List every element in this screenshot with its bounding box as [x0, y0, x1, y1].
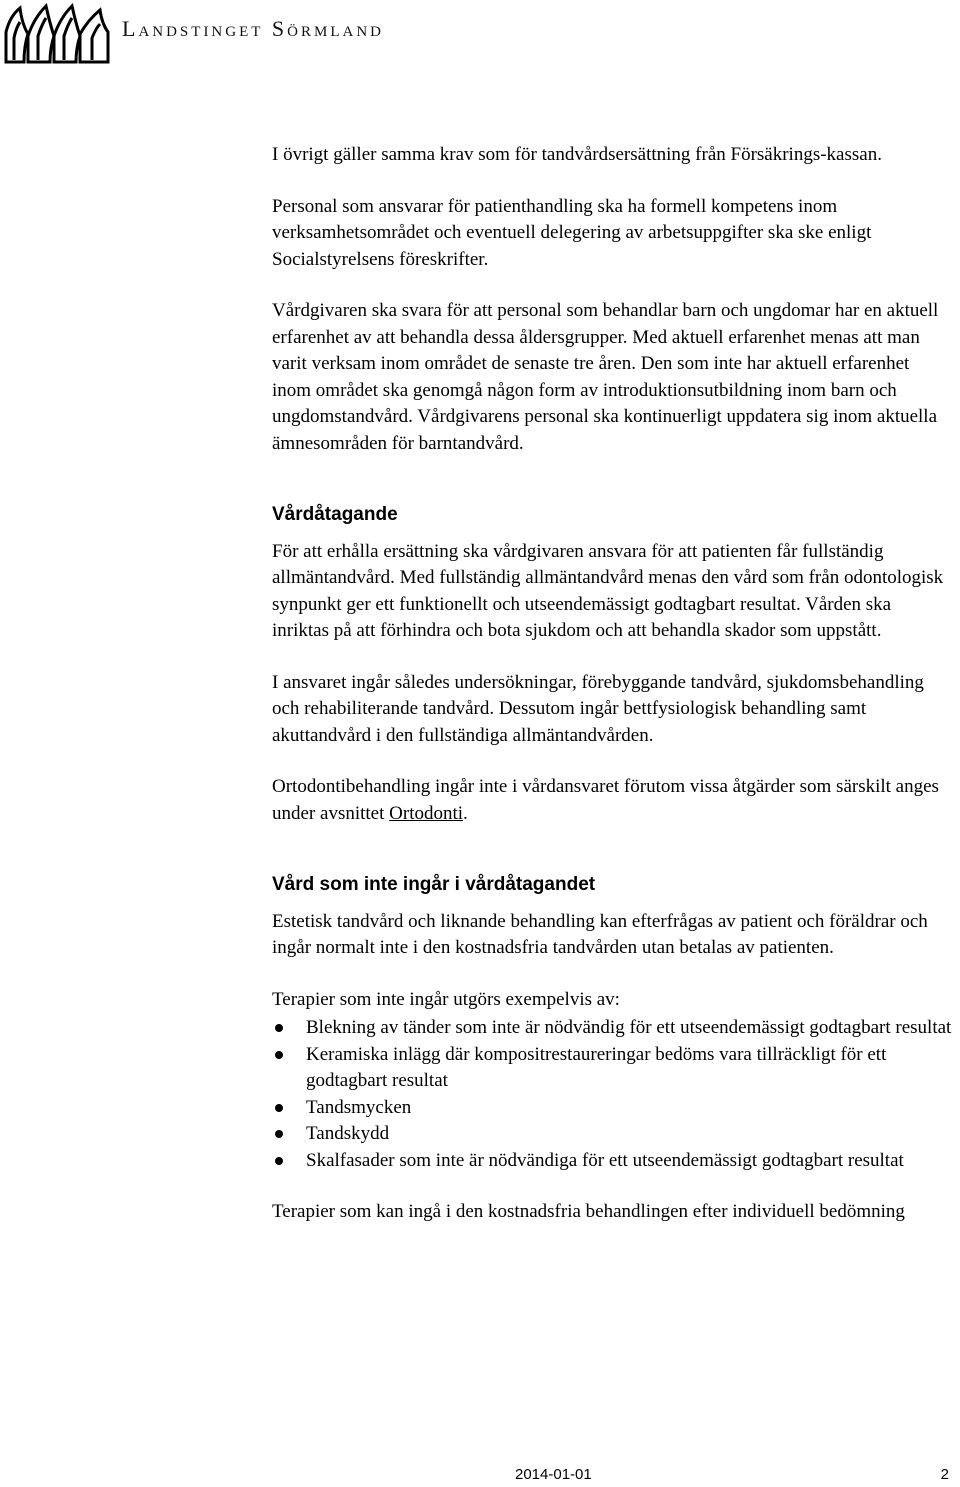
section-heading-excluded-care: Vård som inte ingår i vårdåtagandet — [272, 874, 596, 895]
paragraph-child-experience: Vårdgivaren ska svara för att personal som behandlar barn och ungdomar har en aktuell erfarenhet av att behandla dessa åldersgrupper. Med aktuell erfarenhet menas att man varit verksam inom området de senaste tre åren. Den som inte har aktuell erfarenhet inom området ska genomgå någon form av introduktionsutbildning inom barn och ungdomstandvård. Vårdgivarens personal ska kontinuerligt uppdatera sig inom aktuella ämnesområden för barntandvård. — [272, 300, 939, 454]
orthodontics-link[interactable]: Ortodonti — [389, 802, 464, 824]
list-item — [272, 1095, 952, 1122]
list-item — [272, 1121, 952, 1148]
paragraph-insurance: I övrigt gäller samma krav som för tandvårdsersättning från Försäkrings-kassan. — [272, 144, 882, 165]
list-item — [272, 1148, 952, 1175]
list-item-text: Blekning av tänder som inte är nödvändig för ett utseendemässigt godtagbart resultat — [306, 1017, 952, 1038]
bullet-icon — [275, 1024, 283, 1032]
list-item — [272, 1015, 952, 1042]
paragraph-staff-competence: Personal som ansvarar för patienthandling ska ha formell kompetens inom verksamhetsområdet och eventuell delegering av arbetsuppgifter ska ske enligt Socialstyrelsens föreskrifter. — [272, 195, 872, 270]
paragraph-individual-assessment: Terapier som kan ingå i den kostnadsfria behandlingen efter individuell bedömning — [272, 1201, 905, 1222]
section-heading-care-commitment: Vårdåtagande — [272, 504, 398, 525]
bullet-icon — [275, 1157, 283, 1165]
paragraph-responsibility: I ansvaret ingår således undersökningar, förebyggande tandvård, sjukdomsbehandling och rehabiliterande tandvård. Dessutom ingår bettfysiologisk behandling samt akuttandvård i den fullständiga allmäntandvården. — [272, 671, 924, 746]
list-item-text: Skalfasader som inte är nödvändiga för ett utseendemässigt godtagbart resultat — [306, 1149, 904, 1171]
list-item-text: Keramiska inlägg där kompositrestaureringar bedöms vara tillräckligt för ett godtagbart resultat — [306, 1043, 887, 1091]
list-item — [272, 1042, 952, 1095]
paragraph-aesthetic: Estetisk tandvård och liknande behandling kan efterfrågas av patient och föräldrar och ingår normalt inte i den kostnadsfria tandvården utan betalas av patienten. — [272, 910, 928, 958]
footer-date: 2014-01-01 — [515, 1466, 592, 1483]
list-item-text: Tandskydd — [306, 1123, 390, 1144]
page-number: 2 — [940, 1466, 949, 1483]
bullet-icon — [275, 1130, 283, 1138]
list-item-text: Tandsmycken — [306, 1096, 412, 1118]
page-header — [0, 0, 960, 70]
excluded-therapies-list — [272, 1015, 952, 1174]
orthodontics-text-end: . — [463, 802, 468, 824]
paragraph-orthodontics — [272, 774, 952, 827]
bullet-icon — [275, 1051, 283, 1059]
organization-name: Landstinget Sörmland — [122, 16, 384, 41]
orthodontics-text: Ortodontibehandling ingår inte i vårdansvaret förutom vissa åtgärder som särskilt anges under avsnittet — [272, 776, 939, 824]
paragraph-full-care: För att erhålla ersättning ska vårdgivaren ansvara för att patienten får fullständig allmäntandvård. Med fullständig allmäntandvård menas den vård som från odontologisk synpunkt ger ett funktionellt och utseendemässigt godtagbart resultat. Vården ska inriktas på att förhindra och bota sjukdom och att behandla skador som uppstått. — [272, 540, 944, 641]
document-body — [272, 142, 952, 1251]
tulip-crown-logo-icon — [2, 2, 114, 66]
bullet-icon — [275, 1104, 283, 1112]
paragraph-excluded-intro: Terapier som inte ingår utgörs exempelvis av: — [272, 988, 620, 1010]
